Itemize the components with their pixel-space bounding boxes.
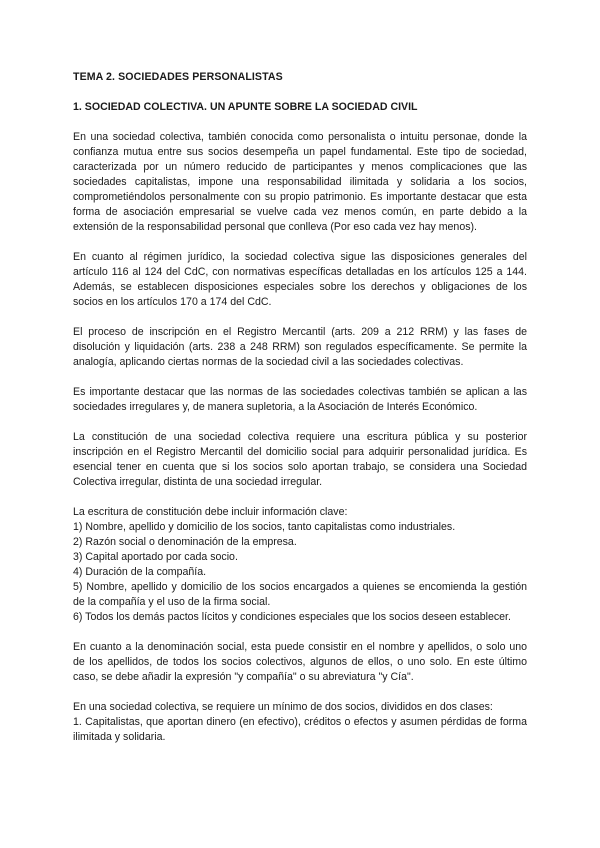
list-item: 6) Todos los demás pactos lícitos y condiciones especiales que los socios deseen establecer. (73, 611, 511, 623)
paragraph-irregulares: Es importante destacar que las normas de las sociedades colectivas también se aplican a las sociedades irregulares y, de manera supletoria, a la Asociación de Interés Económico. (73, 386, 527, 413)
escritura-intro: La escritura de constitución debe incluir información clave: (73, 506, 348, 518)
list-item: 2) Razón social o denominación de la empresa. (73, 536, 297, 548)
list-item: 3) Capital aportado por cada socio. (73, 551, 238, 563)
paragraph-constitucion: La constitución de una sociedad colectiva requiere una escritura pública y su posterior inscripción en el Registro Mercantil del domicilio social para adquirir personalidad jurídica. Es esencial tener en cuenta que si los socios solo aportan trabajo, se considera una Sociedad Colectiva irregular, distinta de una sociedad irregular. (73, 431, 527, 488)
paragraph-inscripcion: El proceso de inscripción en el Registro Mercantil (arts. 209 a 212 RRM) y las fases de disolución y liquidación (arts. 238 a 248 RRM) son regulados específicamente. Se permite la analogía, aplicando ciertas normas de la sociedad civil a las sociedades colectivas. (73, 326, 527, 368)
list-item: 1) Nombre, apellido y domicilio de los socios, tanto capitalistas como industriales. (73, 521, 456, 533)
list-item: 5) Nombre, apellido y domicilio de los socios encargados a quienes se encomienda la gestión de la compañía y el uso de la firma social. (73, 581, 527, 608)
document-page (73, 70, 527, 760)
paragraph-denominacion: En cuanto a la denominación social, esta puede consistir en el nombre y apellidos, o solo uno de los apellidos, de todos los socios colectivos, algunos de ellos, o uno solo. En este último caso, se debe añadir la expresión "y compañía" o su abreviatura "y Cía". (73, 641, 527, 683)
socios-intro: En una sociedad colectiva, se requiere un mínimo de dos socios, divididos en dos clases: (73, 701, 493, 713)
list-item: 1. Capitalistas, que aportan dinero (en efectivo), créditos o efectos y asumen pérdidas de forma ilimitada y solidaria. (73, 716, 527, 743)
section-heading: 1. SOCIEDAD COLECTIVA. UN APUNTE SOBRE LA SOCIEDAD CIVIL (73, 101, 418, 113)
document-title: TEMA 2. SOCIEDADES PERSONALISTAS (73, 71, 283, 83)
list-item: 4) Duración de la compañía. (73, 566, 207, 578)
escritura-list (73, 520, 527, 625)
paragraph-intro: En una sociedad colectiva, también conocida como personalista o intuitu personae, donde la confianza mutua entre sus socios desempeña un papel fundamental. Este tipo de sociedad, caracterizada por un número reducido de participantes y menos complicaciones que las sociedades capitalistas, impone una responsabilidad ilimitada y solidaria a los socios, comprometiéndolos personalmente con su propio patrimonio. Es importante destacar que esta forma de asociación empresarial se vuelve cada vez menos común, en parte debido a la extensión de la responsabilidad personal que conlleva (Por eso cada vez hay menos). (73, 131, 527, 233)
socios-list (73, 715, 527, 745)
paragraph-regimen-juridico: En cuanto al régimen jurídico, la sociedad colectiva sigue las disposiciones generales del artículo 116 al 124 del CdC, con normativas específicas detalladas en los artículos 125 a 144. Además, se establecen disposiciones especiales sobre los derechos y obligaciones de los socios en los artículos 170 a 174 del CdC. (73, 251, 527, 308)
